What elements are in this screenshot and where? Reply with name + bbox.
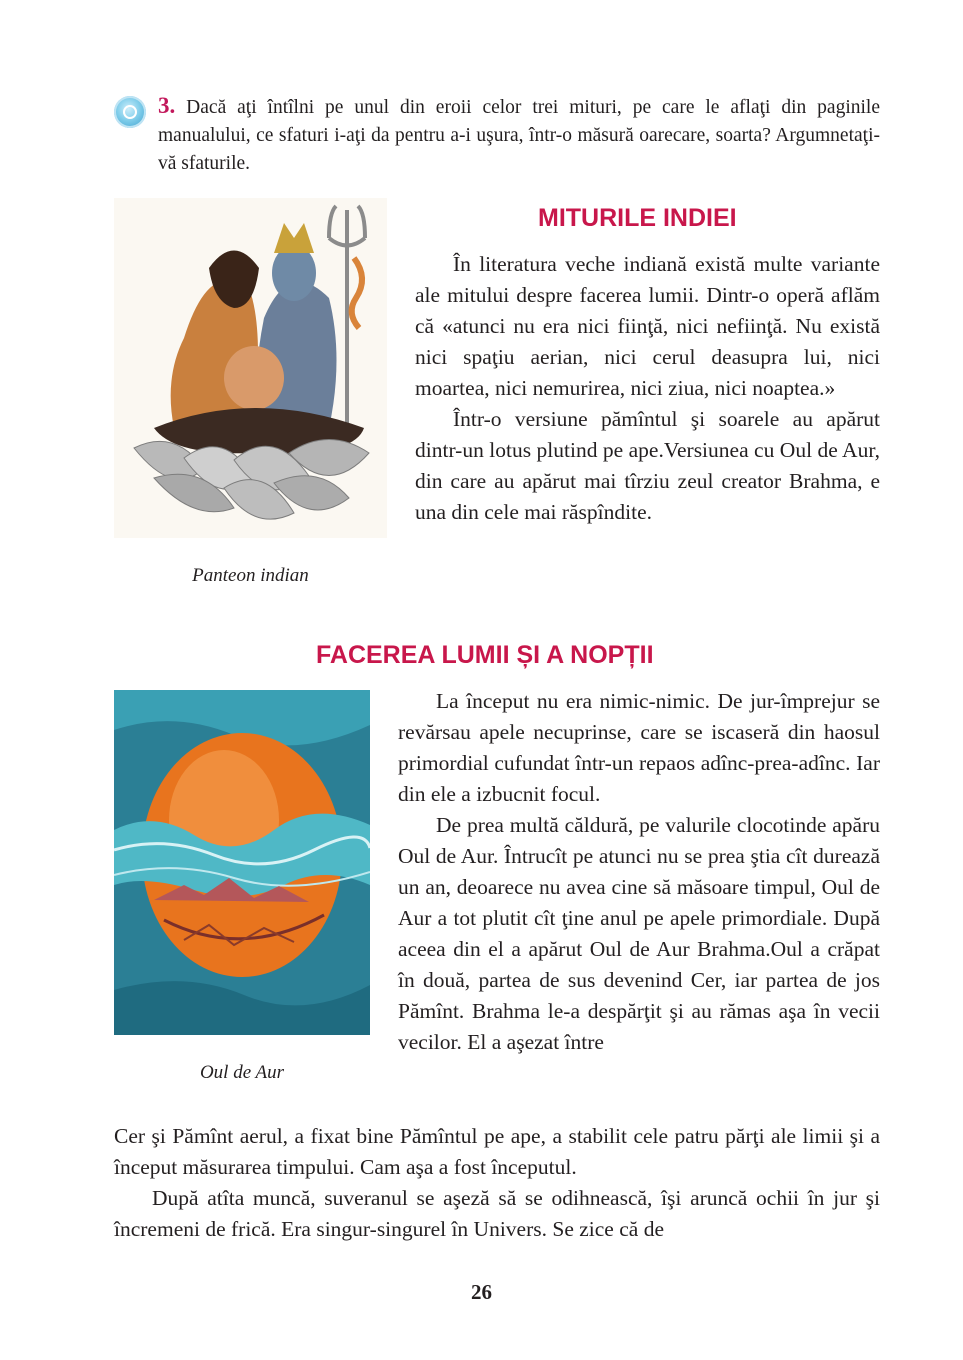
task-text: Dacă aţi întîlni pe unul din eroii celor trei mituri, pe care le aflaţi din paginile manualului, ce sfaturi i-aţi da pentru a-i uşura, într-o măsură oarecare, soarta? Argumnetaţi-vă sfaturile. [158,97,880,174]
paragraph: Într-o versiune pămîntul şi soarele au apărut dintr-un lotus plutind pe ape.Versiunea cu Oul de Aur, din care au apărut mai tîrziu zeul creator Brahma, e una din cele mai răspîndite. [415,407,880,524]
section-title-miturile-indiei: MITURILE INDIEI [538,204,737,232]
figure-caption-panteon: Panteon indian [192,565,309,586]
page-number: 26 [471,1280,492,1304]
golden-egg-illustration [114,690,370,1035]
section2-body-full [114,1121,880,1245]
task-number: 3. [158,93,176,118]
figure-oul-de-aur [114,690,370,1035]
paragraph-continued: Cer şi Pămînt aerul, a fixat bine Pămîntul pe ape, a stabilit cele patru părţi ale limii şi a început măsurarea timpului. Cam aşa a fost începutul. [114,1124,880,1179]
figure-panteon-indian [114,198,387,538]
panteon-illustration [114,198,387,538]
task-block [114,92,880,178]
paragraph: De prea multă căldură, pe valurile clocotinde apăru Oul de Aur. Întrucît pe atunci nu se prea ştia cît durează un an, deoarece nu avea cine să măsoare timpul, Oul de Aur a tot plutit cît ţine anul pe apele primordiale. După aceea din el a apărut Oul de Aur Brahma.Oul a crăpat în două, partea de sus devenind Cer, iar partea de jos Pămînt. Brahma le-a despărţit şi au rămas aşa în vecii vecilor. El a aşezat între [398,813,880,1054]
task-text-line [158,92,880,178]
section2-body-beside [398,686,880,1058]
figure-caption-oul-de-aur: Oul de Aur [199,1062,285,1083]
paragraph: În literatura veche indiană există multe variante ale mitului despre facerea lumii. Dintr-o operă aflăm că «atunci nu era nici fiinţă, nici nefiinţă. Nu există nici spaţiu aerian, nici cerul deasupra lui, nici moartea, nici nemurirea, nici ziua, nici noaptea.» [415,252,880,400]
section-title-facerea-lumii: FACEREA LUMII ȘI A NOPȚII [316,641,654,669]
paragraph: După atîta muncă, suveranul se aşeză să se odihnească, îşi aruncă ochii în jur şi încremeni de frică. Era singur-singurel în Univers. Se zice că de [114,1186,880,1241]
task-icon [114,96,146,128]
paragraph: La început nu era nimic-nimic. De jur-împrejur se revărsau apele necuprinse, care se iscaseră din haosul primordial cufundat într-un repaos adînc-prea-adînc. Iar din ele a izbucnit focul. [398,689,880,806]
section1-body [415,249,880,528]
